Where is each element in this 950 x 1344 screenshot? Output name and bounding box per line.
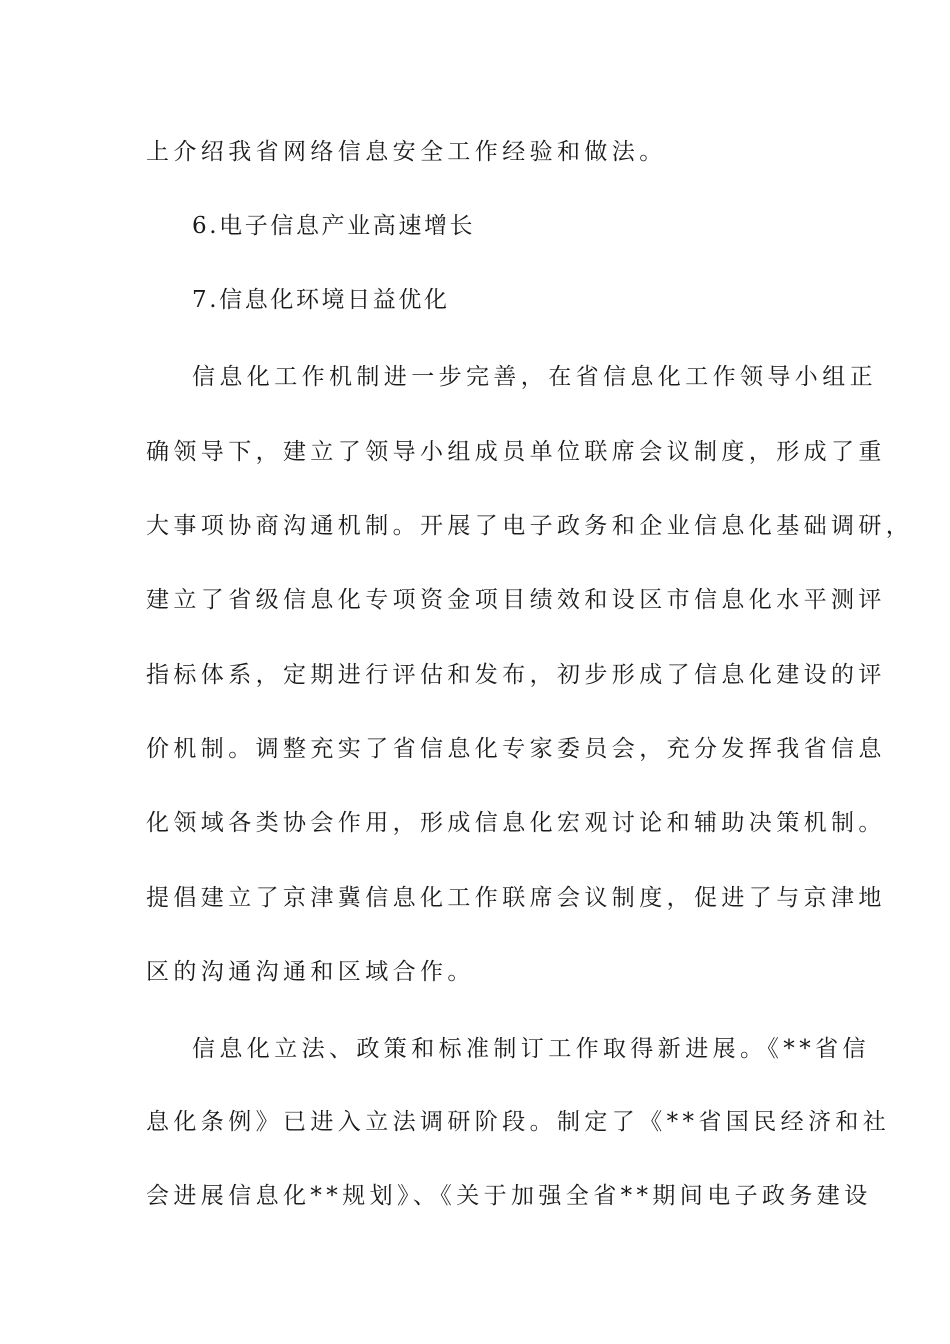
paragraph-line: 化领域各类协会作用，形成信息化宏观讨论和辅助决策机制。 <box>146 810 886 836</box>
paragraph-line: 建立了省级信息化专项资金项目绩效和设区市信息化水平测评 <box>146 587 886 613</box>
section-heading: 6.电子信息产业高速增长 <box>192 213 476 239</box>
paragraph-line: 上介绍我省网络信息安全工作经验和做法。 <box>146 139 667 165</box>
paragraph-line: 确领导下，建立了领导小组成员单位联席会议制度，形成了重 <box>146 439 886 465</box>
paragraph-line: 会进展信息化**规划》、《关于加强全省**期间电子政务建设 <box>146 1183 872 1209</box>
paragraph-line: 信息化立法、政策和标准制订工作取得新进展。《**省信 <box>192 1036 870 1062</box>
paragraph-line: 信息化工作机制进一步完善，在省信息化工作领导小组正 <box>192 364 877 390</box>
paragraph-line: 息化条例》已进入立法调研阶段。制定了《**省国民经济和社 <box>146 1109 891 1135</box>
paragraph-line: 提倡建立了京津冀信息化工作联席会议制度，促进了与京津地 <box>146 885 886 911</box>
paragraph-line: 指标体系，定期进行评估和发布，初步形成了信息化建设的评 <box>146 662 886 688</box>
paragraph-line: 价机制。调整充实了省信息化专家委员会，充分发挥我省信息 <box>146 736 886 762</box>
paragraph-line: 大事项协商沟通机制。开展了电子政务和企业信息化基础调研， <box>146 513 914 539</box>
section-heading: 7.信息化环境日益优化 <box>192 287 450 313</box>
paragraph-line: 区的沟通沟通和区域合作。 <box>146 959 475 985</box>
